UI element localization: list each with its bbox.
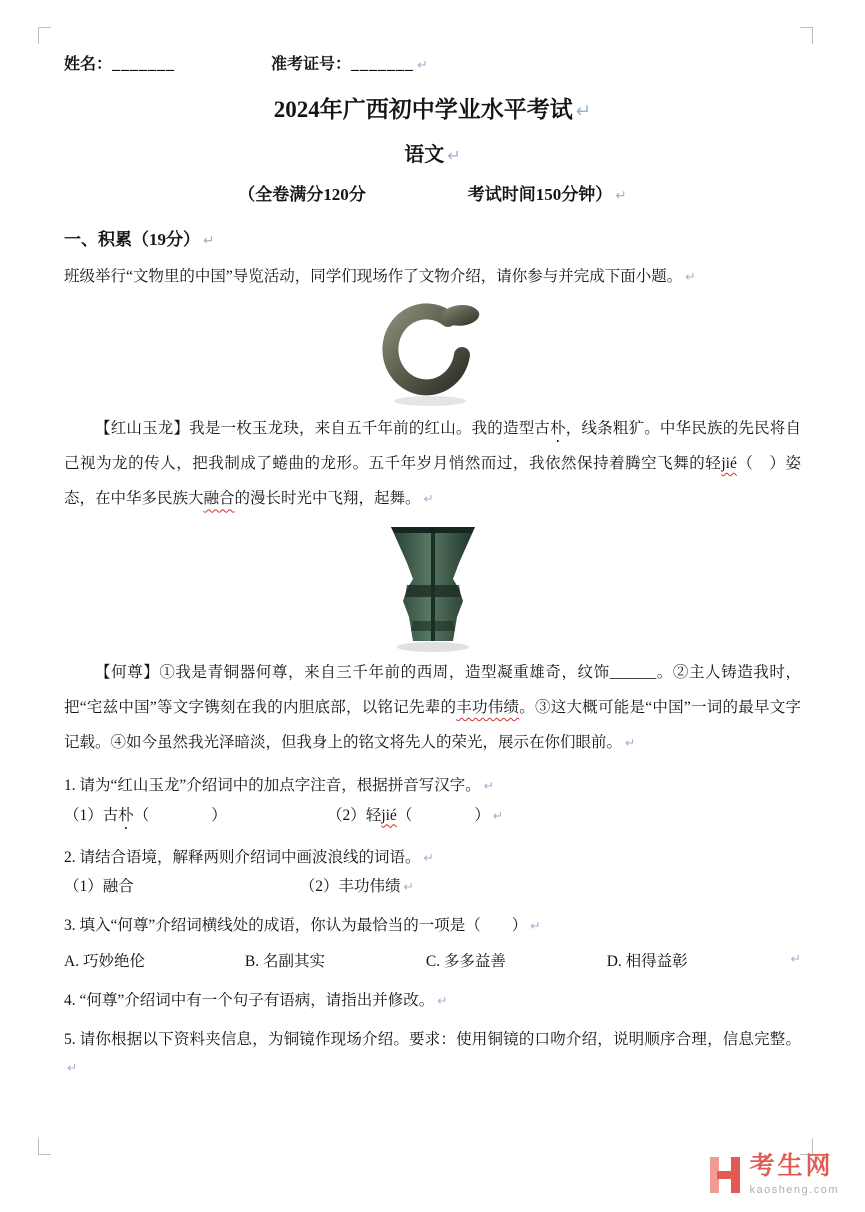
bronze-passage-text-1: 【何尊】①我是青铜器何尊，来自三千年前的西周，造型凝重雄奇，纹饰______。②主人铸造我时，把“宅兹中国”等文字镌刻在我的内胆底部，以铭记先辈的 [64, 663, 801, 716]
question-4-stem [64, 987, 801, 1015]
paragraph-mark-icon: ↵ [417, 58, 428, 73]
paragraph-mark-icon: ↵ [575, 101, 592, 122]
paragraph-mark-icon: ↵ [790, 951, 802, 967]
candidate-info-row [64, 54, 801, 77]
question-2-stem-text: 2. 请结合语境，解释两则介绍词中画波浪线的词语。 [64, 848, 421, 866]
ticket-label: 准考证号： [271, 56, 352, 73]
paragraph-mark-icon: ↵ [492, 807, 504, 823]
paragraph-mark-icon: ↵ [67, 1059, 78, 1075]
paragraph-mark-icon: ↵ [685, 269, 696, 284]
paragraph-mark-icon: ↵ [615, 188, 627, 204]
question-3-stem-text: 3. 填入“何尊”介绍词横线处的成语，你认为最恰当的一项是（ ） [64, 917, 528, 935]
jade-passage-text-3: （ ）姿态，在中华多民族大 [64, 454, 801, 508]
bronze-passage-text-2: 。③这大概可能是“中国”一词的最早文字记载。④如今虽然我光泽暗淡，但我身上的铭文将先人的荣光，展示在你们眼前。 [64, 698, 801, 752]
question-2-stem [64, 844, 801, 872]
question-3 [64, 912, 801, 976]
page-title [64, 95, 801, 127]
name-label: 姓名： [64, 56, 113, 73]
wavy-word-fenggongweiji: 丰功伟绩 [456, 698, 520, 716]
question-1 [64, 772, 801, 833]
bronze-vessel-image [377, 523, 489, 653]
q1-item2-pre: （2）轻 [334, 806, 382, 824]
dotted-char-pu: 朴 [550, 419, 566, 437]
paragraph-mark-icon: ↵ [437, 993, 448, 1009]
crop-mark-top-right [800, 27, 813, 44]
q1-item2-blank: （ ） [396, 806, 490, 824]
option-c: C. 多多益善 [425, 953, 506, 971]
watermark-site-url: kaosheng.com [749, 1183, 839, 1196]
crop-mark-bottom-left [38, 1138, 51, 1155]
question-2 [64, 844, 801, 902]
subject-title [64, 141, 801, 170]
paragraph-mark-icon: ↵ [625, 735, 636, 751]
q1-item1-pre: （1）古 [64, 806, 119, 824]
name-blank: _______ [112, 56, 176, 73]
watermark-text [749, 1153, 839, 1196]
paragraph-mark-icon: ↵ [203, 233, 215, 249]
question-5-stem [64, 1026, 801, 1082]
crop-mark-top-left [38, 27, 51, 44]
option-b: B. 名副其实 [244, 953, 325, 971]
question-3-stem [64, 912, 801, 940]
question-1-items [64, 802, 801, 833]
section-1-heading [64, 228, 801, 253]
pinyin-jie: jié [721, 454, 737, 472]
question-3-options [64, 948, 801, 976]
paragraph-mark-icon: ↵ [483, 777, 495, 793]
jade-dragon-passage [64, 411, 801, 517]
option-a: A. 巧妙绝伦 [64, 953, 145, 971]
q1-item1-blank: （ ） [133, 806, 227, 824]
jade-passage-text-2: ，线条粗犷。中华民族的先民将自己视为龙的传人，把我制成了蜷曲的龙形。五千年岁月悄然而过，我依然保持着腾空飞舞的轻 [64, 419, 801, 472]
paragraph-mark-icon: ↵ [403, 879, 414, 895]
section-1-heading-text: 一、积累（19分） [64, 230, 200, 249]
q2-item2: （2）丰功伟绩 [299, 878, 401, 896]
intro-paragraph [64, 264, 801, 291]
question-1-stem [64, 772, 801, 800]
q1-item2-pinyin: jié [381, 806, 397, 824]
exam-meta-text: （全卷满分120分 考试时间150分钟） [238, 185, 613, 204]
exam-meta-line [64, 183, 801, 208]
kaosheng-watermark [710, 1153, 839, 1196]
jade-dragon-photo [64, 297, 801, 409]
paragraph-mark-icon: ↵ [423, 491, 434, 507]
page-title-text: 2024年广西初中学业水平考试 [273, 97, 573, 122]
watermark-site-name: 考生网 [749, 1152, 834, 1181]
q2-item1: （1）融合 [64, 878, 134, 896]
option-d: D. 相得益彰 [606, 953, 688, 971]
subject-title-text: 语文 [404, 144, 445, 166]
jade-passage-text-1: 【红山玉龙】我是一枚玉龙玦，来自五千年前的红山。我的造型古 [95, 419, 551, 437]
q1-item1-dotted-char: 朴 [118, 806, 134, 824]
intro-text: 班级举行“文物里的中国”导览活动，同学们现场作了文物介绍，请你参与并完成下面小题。 [64, 268, 683, 285]
bronze-vessel-passage [64, 655, 801, 761]
question-1-stem-text: 1. 请为“红山玉龙”介绍词中的加点字注音，根据拼音写汉字。 [64, 776, 481, 794]
paragraph-mark-icon: ↵ [447, 146, 461, 165]
paragraph-mark-icon: ↵ [530, 918, 541, 934]
bronze-vessel-photo [64, 523, 801, 653]
ticket-blank: _______ [351, 56, 415, 73]
jade-passage-text-4: 的漫长时光中飞翔，起舞。 [234, 490, 421, 508]
wavy-word-ronghe: 融合 [203, 490, 235, 508]
question-2-items [64, 873, 801, 901]
paragraph-mark-icon: ↵ [423, 849, 434, 865]
kaosheng-logo-icon [710, 1157, 740, 1193]
question-5-stem-text: 5. 请你根据以下资料夹信息，为铜镜作现场介绍。要求：使用铜镜的口吻介绍，说明顺序合理，信息完整。 [64, 1030, 801, 1048]
jade-dragon-image [374, 297, 492, 409]
question-4-stem-text: 4. “何尊”介绍词中有一个句子有语病，请指出并修改。 [64, 992, 435, 1010]
